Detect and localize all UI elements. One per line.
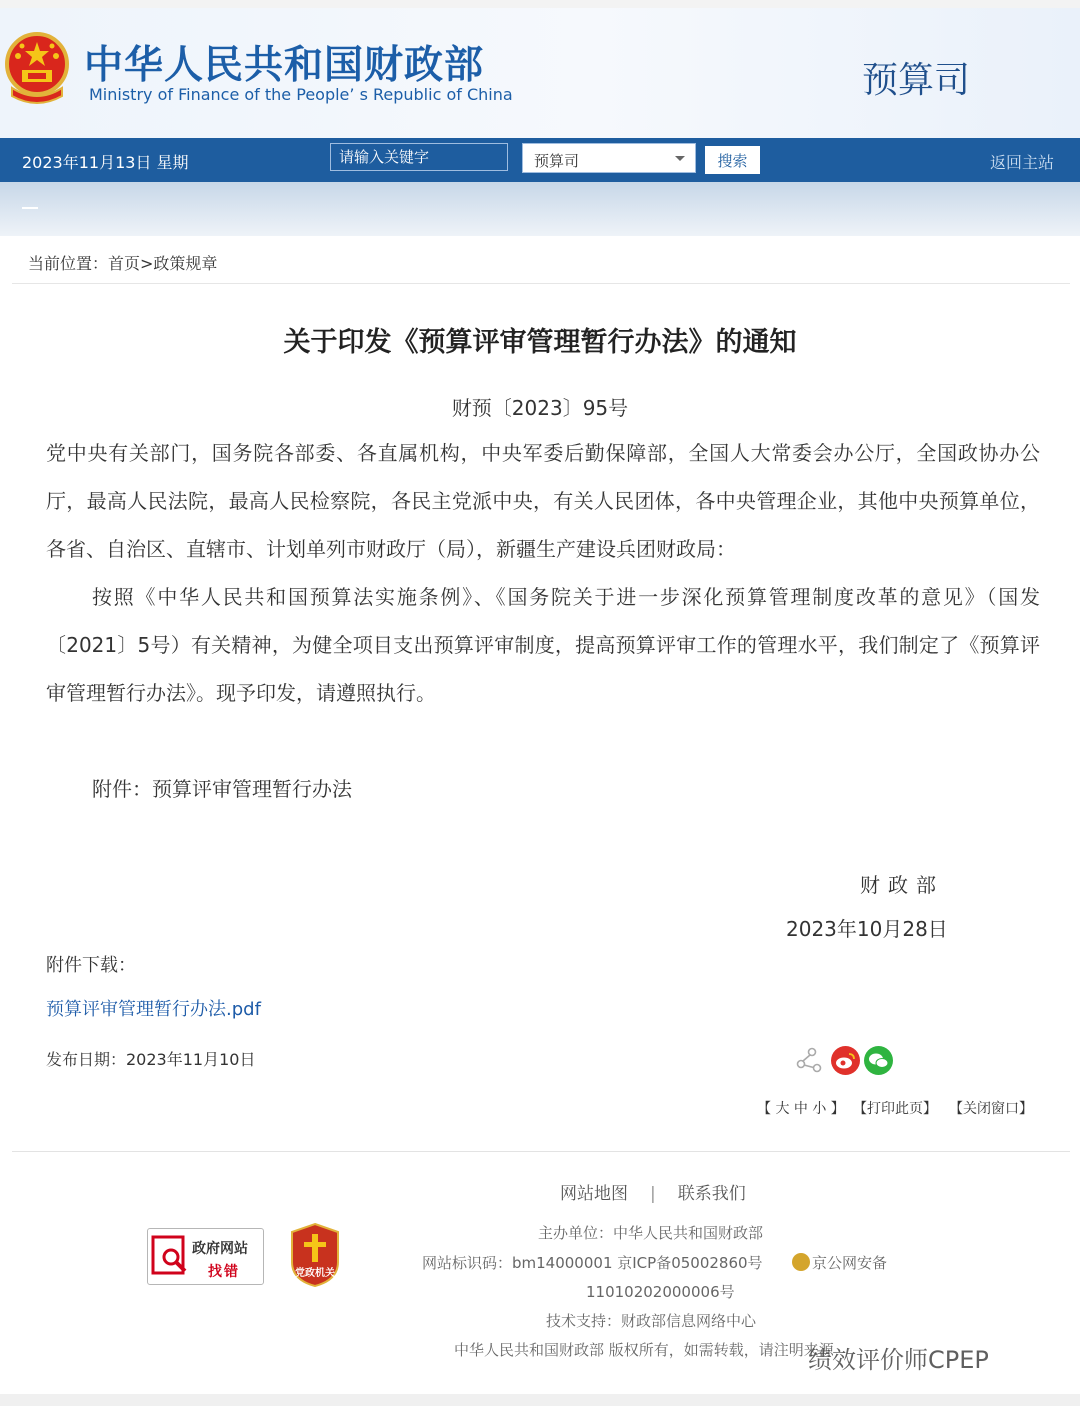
bottom-edge	[0, 1394, 1080, 1406]
chevron-down-icon	[675, 156, 685, 161]
return-home-link[interactable]: 返回主站	[990, 153, 1055, 172]
print-page-link[interactable]: 【打印此页】	[853, 1101, 937, 1117]
site-title: 中华人民共和国财政部	[84, 43, 485, 88]
contact-us-link[interactable]: 联系我们	[677, 1184, 746, 1204]
search-button[interactable]: 搜索	[705, 146, 760, 174]
cloud-banner	[0, 182, 1080, 236]
police-badge-icon	[792, 1253, 810, 1271]
top-gap	[0, 0, 1080, 8]
public-security-link[interactable]: 京公网安备	[812, 1254, 888, 1272]
footer-sponsor: 主办单位：中华人民共和国财政部	[538, 1224, 764, 1242]
footer-separator: |	[650, 1184, 656, 1204]
footer-tech-support: 技术支持：财政部信息网络中心	[546, 1312, 757, 1330]
search-input[interactable]	[330, 143, 508, 171]
download-label: 附件下载：	[46, 955, 136, 976]
weibo-icon[interactable]	[831, 1046, 860, 1075]
department-name: 预算司	[862, 60, 971, 101]
signer: 财政部	[860, 873, 944, 897]
footer-copyright: 中华人民共和国财政部 版权所有，如需转载，请注明来源	[454, 1341, 834, 1359]
national-emblem-icon	[4, 30, 70, 106]
weibo-glyph-icon	[831, 1046, 860, 1075]
wechat-glyph-icon	[864, 1046, 893, 1075]
footer-site-ident: 网站标识码：bm14000001 京ICP备05002860号	[422, 1254, 763, 1272]
body-paragraph: 按照《中华人民共和国预算法实施条例》、《国务院关于进一步深化预算管理制度改革的意见》（国发〔2021〕5号）有关精神，为健全项目支出预算评审制度，提高预算评审工作的管理水平，我们制定了《预算评审管理暂行办法》。现予印发，请遵照执行。	[46, 585, 1040, 705]
footer-links	[560, 1179, 746, 1204]
banner-dash	[22, 207, 38, 209]
footer-beian-number: 11010202000006号	[586, 1283, 735, 1301]
recipients-paragraph: 党中央有关部门，国务院各部委、各直属机构，中央军委后勤保障部，全国人大常委会办公厅，全国政协办公厅，最高人民法院，最高人民检察院，各民主党派中央，有关人民团体，各中央管理企业，其他中央预算单位，各省、自治区、直辖市、计划单列市财政厅（局），新疆生产建设兵团财政局：	[46, 441, 1040, 561]
close-window-link[interactable]: 【关闭窗口】	[949, 1101, 1033, 1117]
divider	[12, 283, 1070, 284]
attachment-download-link[interactable]: 预算评审管理暂行办法.pdf	[46, 999, 261, 1020]
gov-error-label-top: 政府网站	[192, 1241, 248, 1257]
footer-divider	[12, 1151, 1070, 1152]
gov-error-label-bottom: 找错	[208, 1264, 240, 1280]
breadcrumb: 当前位置：首页>政策规章	[28, 254, 218, 273]
document-number: 财预〔2023〕95号	[451, 396, 629, 420]
party-badge-label: 党政机关	[295, 1268, 335, 1279]
attachment-note: 附件：预算评审管理暂行办法	[92, 777, 352, 801]
sign-date: 2023年10月28日	[786, 917, 948, 941]
article-title: 关于印发《预算评审管理暂行办法》的通知	[283, 327, 797, 358]
wechat-watermark: 绩效评价师CPEP	[808, 1346, 989, 1374]
wechat-icon[interactable]	[864, 1046, 893, 1075]
current-date: 2023年11月13日 星期	[22, 153, 189, 172]
publish-date: 发布日期：2023年11月10日	[46, 1050, 256, 1069]
department-select-value: 预算司	[534, 152, 580, 170]
sitemap-link[interactable]: 网站地图	[560, 1184, 628, 1204]
site-subtitle: Ministry of Finance of the People’ s Republic of China	[89, 85, 513, 104]
magnifier-icon	[151, 1235, 195, 1279]
share-icon[interactable]	[795, 1046, 823, 1074]
font-size-switcher[interactable]: 【 大 中 小 】	[757, 1101, 845, 1117]
